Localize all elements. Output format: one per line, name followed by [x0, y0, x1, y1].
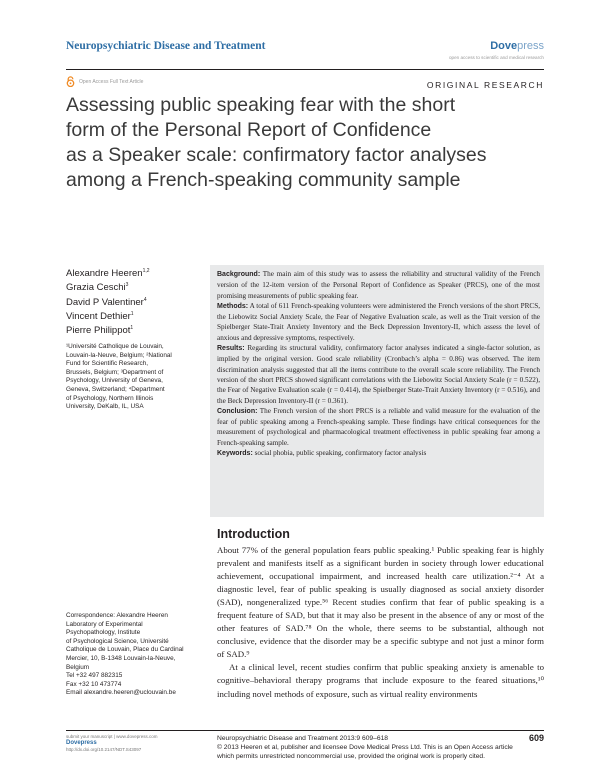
abstract-text: Regarding its structural validity, confirmatory factor analyses indicated a single-factor solution, as implied by the original version. Good scale reliability (Cronbach’s alpha = 0.86) was observed. The item discrimination analysis suggested that all the items contribute to the overall scale score reliability. The French version of the short PRCS showed significant correlations with the Liebowitz Social Anxiety Scale (r = 0.522), the Fear of Negative Evaluation scale (r = 0.414), the Spielberger State-Trait Anxiety Inventory (r = 0.516), and the Beck Depression Inventory-II (r = 0.361). — [217, 344, 540, 405]
footer-left — [66, 734, 206, 753]
correspondence-line: Fax +32 10 473774 — [66, 680, 122, 688]
abstract-label: Keywords: — [217, 450, 253, 458]
footer-publisher: Dovepress — [66, 740, 97, 747]
correspondence-line: Correspondence: Alexandre Heeren — [66, 612, 168, 619]
abstract — [217, 269, 540, 459]
correspondence-line: of Psychological Science, Université — [66, 637, 169, 645]
abstract-text: The French version of the short PRCS is a reliable and valid measure for the evaluation of the fear of public speaking among a French-speaking sample. These findings have critical consequences for the measurement of psychological and pharmacological treatment effectiveness in public speaking fear among a French-speaking sample. — [217, 406, 540, 447]
author-affiliation-marker: 1 — [130, 310, 134, 317]
correspondence-line: Tel +32 497 882315 — [66, 672, 123, 680]
affiliation-line: Geneva, Switzerland; ⁴Department — [66, 385, 165, 393]
correspondence-line: Laboratory of Experimental — [66, 620, 143, 628]
author-affiliation-marker: 1 — [130, 325, 134, 332]
brand-sub: press — [517, 40, 544, 52]
author — [66, 324, 150, 338]
author-list — [66, 267, 150, 338]
introduction-body — [217, 544, 544, 701]
abstract-results — [217, 343, 540, 406]
correspondence-line: Mercier, 10, B-1348 Louvain-la-Neuve, — [66, 654, 176, 662]
author-name: Alexandre Heeren — [66, 268, 143, 279]
author — [66, 281, 150, 295]
affiliation-line: Fund for Scientific Research, — [66, 360, 149, 368]
journal-title: Neuropsychiatric Disease and Treatment — [66, 40, 266, 52]
author — [66, 296, 150, 310]
footer-rule — [66, 730, 544, 731]
author-affiliation-marker: 4 — [143, 296, 147, 303]
doi-link[interactable]: http://dx.doi.org/10.2147/NDT.S43097 — [66, 746, 142, 752]
abstract-text: A total of 611 French-speaking volunteers were administered the French versions of the short PRCS, the Liebowitz Social Anxiety Scale, the Fear of Negative Evaluation scale, as well as the Trait version of the Spielberger State-Trait Anxiety Inventory and the Beck Depression Inventory-II, which assess the level of anxious and depressive symptoms, respectively. — [217, 301, 541, 342]
abstract-label: Methods: — [217, 302, 249, 310]
author-name: Grazia Ceschi — [66, 282, 126, 294]
affiliation-line: Psychology, University of Geneva, — [66, 377, 163, 385]
abstract-text: The main aim of this study was to assess the reliability and structural validity of the French version of the 12-item version of the Personal Report of Confidence as Speaker (PRCS), one of the most promising measurements of public speaking fear. — [217, 270, 540, 300]
abstract-background — [217, 269, 540, 301]
license-line: © 2013 Heeren et al, publisher and licensee Dove Medical Press Ltd. This is an Open Access article — [217, 744, 513, 751]
abstract-label: Background: — [217, 271, 261, 278]
author-name: Pierre Philippot — [66, 325, 131, 337]
publisher-tagline: open access to scientific and medical research — [449, 55, 544, 60]
page-number: 609 — [528, 733, 544, 743]
footer-right — [217, 734, 544, 761]
abstract-conclusion — [217, 406, 540, 448]
submit-link[interactable]: submit your manuscript | www.dovepress.com — [66, 734, 158, 739]
affiliation-line: ¹Université Catholique de Louvain, — [66, 343, 164, 350]
paragraph: About 77% of the general population fears public speaking.¹ Public speaking fear is highly prevalent and manifests itself as a significant burden in society through lower educational achievement, occupational impairment, and increased health care utilization.²⁻⁴ At a diagnostic level, fear of public speaking is usually diagnosed as social anxiety disorder (SAD), nongeneralized type.⁵⁶ Recent studies confirm that fear of public speaking is a frequent feature of SAD, but that it may also be present in the absence of any or most of the other features of SAD.⁷⁸ On the whole, there seems to be substantial, although not conclusive, evidence that the disorder may be a specific subtype and not just a minor form of SAD.⁹ — [217, 545, 544, 660]
author-name: Vincent Dethier — [66, 310, 131, 322]
section-heading: Introduction — [217, 527, 290, 541]
title-line: form of the Personal Report of Confidence — [66, 119, 432, 141]
correspondence-line: Psychopathology, Institute — [66, 629, 141, 637]
open-access-badge — [66, 76, 143, 87]
author — [66, 310, 150, 324]
correspondence — [66, 612, 206, 698]
license-line: which permits unrestricted noncommercial use, provided the original work is properly cited. — [217, 753, 485, 760]
title-line: among a French-speaking community sample — [66, 169, 461, 191]
header-rule — [66, 69, 544, 70]
paragraph: At a clinical level, recent studies confirm that public speaking anxiety is amenable to cognitive–behavioral therapy programs that include exposure to the feared situations,¹⁰ including novel methods of exposure, such as virtual reality environments — [217, 662, 544, 699]
article-type: ORIGINAL RESEARCH — [426, 80, 544, 90]
correspondence-line: Catholique de Louvain, Place du Cardinal — [66, 646, 184, 654]
author-name: David P Valentiner — [66, 296, 144, 308]
article-title — [66, 93, 546, 193]
abstract-label: Conclusion: — [217, 407, 258, 415]
affiliations — [66, 343, 206, 412]
title-line: Assessing public speaking fear with the short — [66, 94, 456, 116]
abstract-label: Results: — [217, 345, 245, 353]
affiliation-line: University, DeKalb, IL, USA — [66, 403, 144, 411]
affiliation-line: Louvain-la-Neuve, Belgium; ²National — [66, 351, 172, 359]
author — [66, 267, 150, 281]
correspondence-line: Belgium — [66, 663, 90, 671]
brand-main: Dove — [490, 40, 518, 52]
author-affiliation-marker: 3 — [125, 282, 129, 289]
title-line: as a Speaker scale: confirmatory factor analyses — [66, 144, 487, 166]
abstract-methods — [217, 301, 540, 343]
publisher-logo — [490, 40, 544, 52]
citation-line: Neuropsychiatric Disease and Treatment 2013:9 609–618 — [217, 735, 389, 742]
abstract-text: social phobia, public speaking, confirmatory factor analysis — [254, 449, 427, 458]
affiliation-line: Brussels, Belgium; ³Department of — [66, 368, 164, 376]
abstract-keywords — [217, 448, 540, 459]
author-affiliation-marker: 1,2 — [142, 267, 150, 274]
open-access-lock-icon — [66, 76, 75, 87]
correspondence-email[interactable]: Email alexandre.heeren@uclouvain.be — [66, 689, 176, 697]
affiliation-line: of Psychology, Northern Illinois — [66, 394, 154, 402]
open-access-label: Open Access Full Text Article — [79, 78, 144, 85]
